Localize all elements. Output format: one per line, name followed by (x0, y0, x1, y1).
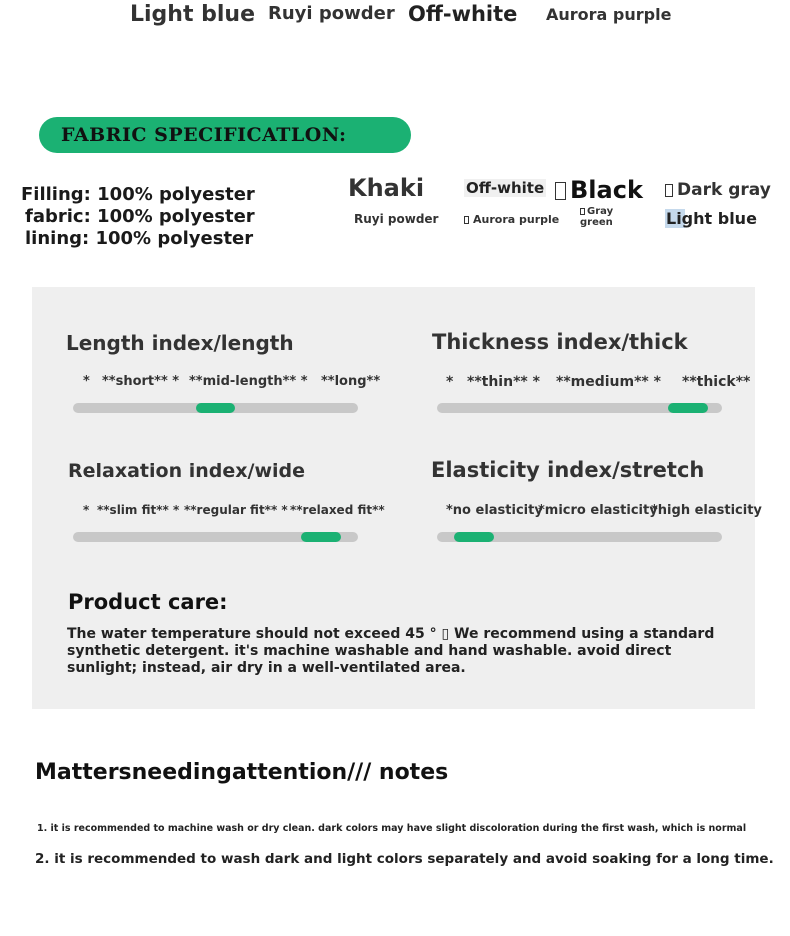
length-index-indicator (196, 403, 236, 413)
note-item: 2. it is recommended to wash dark and light colors separately and avoid soaking for a long time. (35, 851, 774, 867)
elasticity-label: *high elasticity (651, 503, 762, 518)
elasticity-label: *no elasticity (446, 503, 543, 518)
thickness-index-indicator (668, 403, 708, 413)
elasticity-index-track (437, 532, 722, 542)
elasticity-index-title: Elasticity index/stretch (431, 458, 705, 482)
color-khaki: Khaki (348, 174, 425, 202)
top-color-light-blue: Light blue (130, 2, 256, 27)
top-color-ruyi-powder: Ruyi powder (268, 3, 395, 24)
filling-composition: Filling: 100% polyester (21, 184, 255, 205)
color-off-white: Off-white (466, 179, 545, 197)
relaxation-index-track (73, 532, 358, 542)
relaxation-label: * (83, 503, 90, 517)
thickness-label: **thick** (682, 374, 751, 390)
relaxation-label: **slim fit** * (97, 503, 180, 517)
color-light-blue (666, 209, 757, 228)
color-gray-green-label: Gray green (580, 206, 614, 228)
relaxation-index-indicator (301, 532, 341, 542)
thickness-label: **thin** * (467, 374, 540, 390)
missing-glyph-icon (464, 216, 469, 224)
top-color-off-white: Off-white (408, 2, 518, 26)
elasticity-label: *micro elasticity (538, 503, 658, 518)
missing-glyph-icon (580, 208, 585, 215)
thickness-index-title: Thickness index/thick (432, 330, 688, 354)
thickness-label: **medium** * (556, 374, 661, 390)
missing-glyph-icon (555, 182, 566, 200)
color-black-label: Black (570, 176, 643, 204)
color-dark-gray-label: Dark gray (677, 180, 771, 200)
color-aurora-purple-label: Aurora purple (473, 213, 560, 226)
missing-glyph-icon (665, 184, 673, 197)
product-care-text: The water temperature should not exceed 45 ° ▯ We recommend using a standard synthetic detergent. it's machine washable and hand washable. avoid direct sunlight; instead, air dry in a well-ventilated area. (67, 626, 715, 676)
length-label: **mid-length** * (189, 374, 308, 389)
elasticity-index-indicator (454, 532, 494, 542)
length-label: **short** * (102, 374, 180, 389)
length-index-track (73, 403, 358, 413)
lining-composition: lining: 100% polyester (25, 228, 254, 249)
color-black (555, 176, 643, 204)
thickness-index-track (437, 403, 722, 413)
color-aurora-purple (464, 213, 559, 226)
product-care-title: Product care: (68, 590, 228, 614)
color-dark-gray (665, 180, 771, 200)
length-index-title: Length index/length (66, 331, 294, 355)
relaxation-label: **regular fit** * (184, 503, 288, 517)
color-ruyi-powder: Ruyi powder (354, 212, 439, 226)
top-color-aurora-purple: Aurora purple (546, 5, 672, 24)
fabric-specification-banner: FABRIC SPECIFICATLON: (39, 117, 411, 153)
note-item: 1. it is recommended to machine wash or dry clean. dark colors may have slight discoloration during the first wash, which is normal (37, 823, 747, 834)
thickness-label: * (446, 374, 454, 390)
relaxation-label: **relaxed fit** (290, 503, 385, 517)
length-label: * (83, 374, 90, 389)
color-gray-green (580, 206, 620, 228)
relaxation-index-title: Relaxation index/wide (68, 460, 305, 482)
fabric-composition: fabric: 100% polyester (25, 206, 255, 227)
notes-title: Mattersneedingattention/// notes (35, 760, 449, 785)
length-label: **long** (321, 374, 381, 389)
color-light-blue-label: Light blue (666, 209, 757, 228)
